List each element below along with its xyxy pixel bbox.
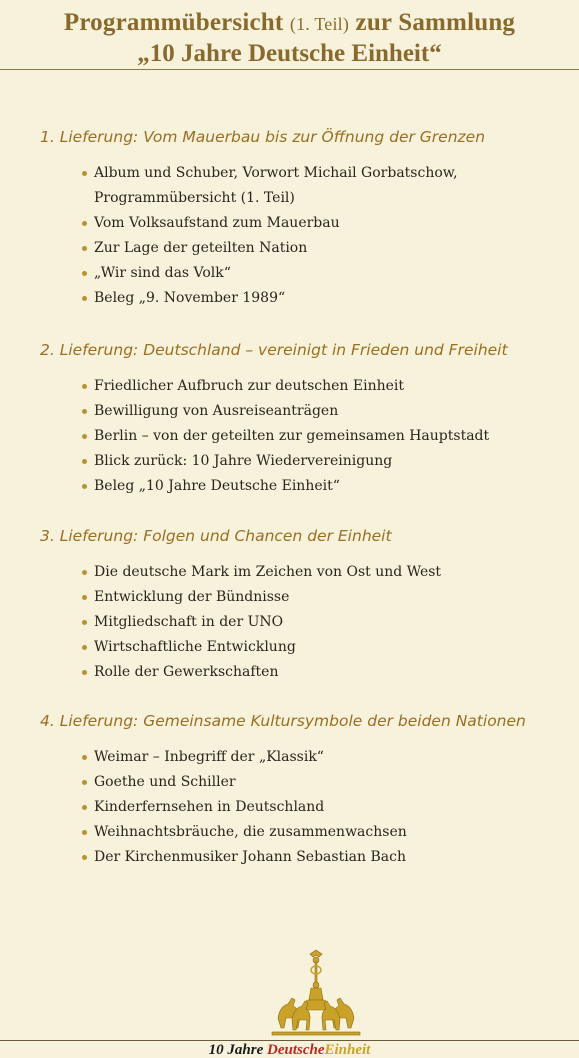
list-item: Entwicklung der Bündnisse [82,585,560,610]
section-1 [40,127,560,311]
list-item: Goethe und Schiller [82,770,560,795]
section-heading: 4. Lieferung: Gemeinsame Kultursymbole der beiden Nationen [40,712,526,730]
section-heading: 2. Lieferung: Deutschland – vereinigt in Frieden und Freiheit [40,341,508,359]
list-item: Berlin – von der geteilten zur gemeinsamen Hauptstadt [82,424,560,449]
top-divider [0,69,579,70]
list-item: Beleg „10 Jahre Deutsche Einheit“ [82,474,560,499]
footer-part-3: Einheit [324,1042,371,1058]
section-2 [40,340,560,499]
section-heading: 1. Lieferung: Vom Mauerbau bis zur Öffnung der Grenzen [40,128,486,146]
quadriga-icon [268,948,364,1040]
list-item: Rolle der Gewerkschaften [82,660,560,685]
item-list [40,745,560,870]
list-item: Beleg „9. November 1989“ [82,286,560,311]
title-line-2: „10 Jahre Deutsche Einheit“ [137,40,442,67]
section-4 [40,711,560,870]
item-list [40,161,560,311]
title-part-2: zur Sammlung [355,9,516,36]
list-item: Mitgliedschaft in der UNO [82,610,560,635]
list-item: Der Kirchenmusiker Johann Sebastian Bach [82,845,560,870]
footer-part-2: Deutsche [266,1042,325,1058]
item-list [40,560,560,685]
list-item: Zur Lage der geteilten Nation [82,236,560,261]
section-3 [40,526,560,685]
page-title [0,8,579,69]
list-item: Wirtschaftliche Entwicklung [82,635,560,660]
footer-part-1: 10 Jahre [208,1042,264,1058]
list-item: Album und Schuber, Vorwort Michail Gorbatschow, [82,161,560,186]
list-item: „Wir sind das Volk“ [82,261,560,286]
list-item: Programmübersicht (1. Teil) [94,190,295,206]
footer-logo [0,1042,579,1058]
bottom-divider [0,1040,579,1041]
list-item: Blick zurück: 10 Jahre Wiedervereinigung [82,449,560,474]
list-item: Weihnachtsbräuche, die zusammenwachsen [82,820,560,845]
list-item: Weimar – Inbegriff der „Klassik“ [82,745,560,770]
list-item: Vom Volksaufstand zum Mauerbau [82,211,560,236]
section-heading: 3. Lieferung: Folgen und Chancen der Einheit [40,527,392,545]
title-small: (1. Teil) [289,14,350,34]
list-item: Die deutsche Mark im Zeichen von Ost und West [82,560,560,585]
list-item: Kinderfernsehen in Deutschland [82,795,560,820]
title-line-1 [0,8,579,39]
list-item: Bewilligung von Ausreiseanträgen [82,399,560,424]
list-item: Friedlicher Aufbruch zur deutschen Einheit [82,374,560,399]
title-part-1: Programmübersicht [63,9,284,36]
item-list [40,374,560,499]
